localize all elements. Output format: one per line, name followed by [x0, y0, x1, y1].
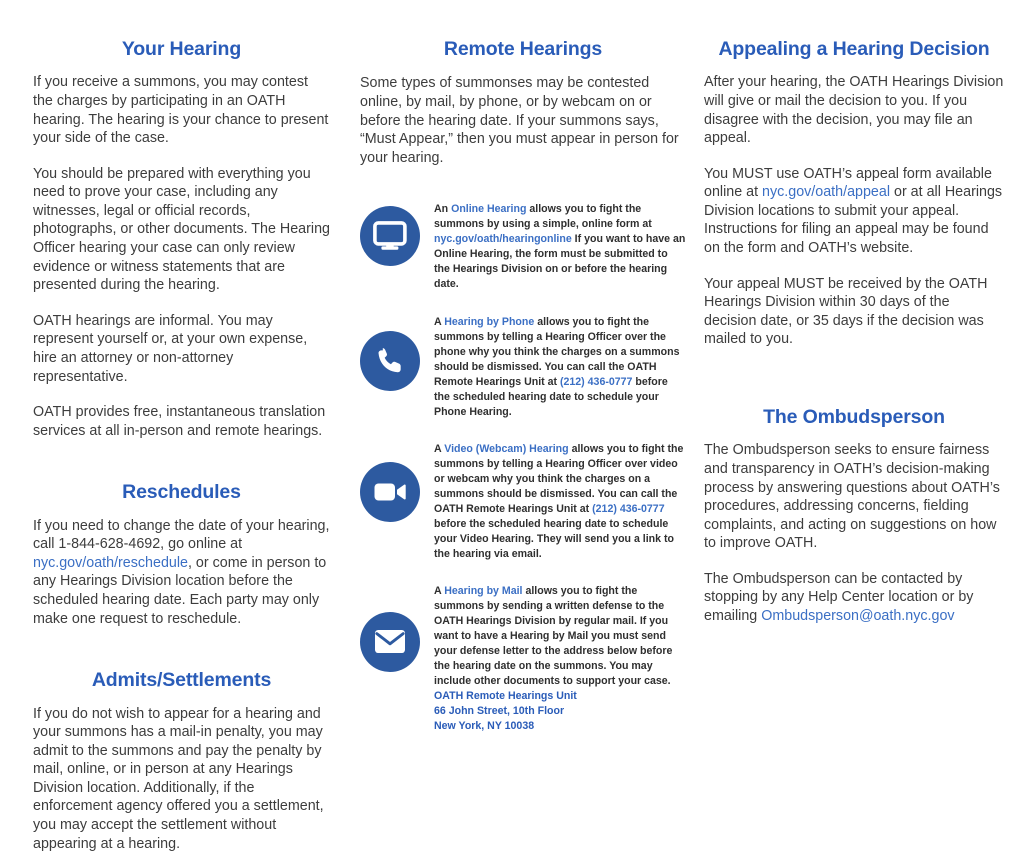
envelope-icon: [360, 612, 420, 672]
appealing-paragraph-3: Your appeal MUST be received by the OATH Hearings Division within 30 days of the decision date, or 35 days if the decision was mailed to you.: [704, 275, 988, 348]
column-middle: [352, 38, 704, 734]
online-lead-prefix: An: [434, 203, 452, 216]
ombudsperson-paragraph-1: The Ombudsperson seeks to ensure fairness and transparency in OATH’s decision-making process by answering questions about OATH’s procedures, addressing concerns, fielding complaints, and acting on suggestions on how to improve OATH.: [704, 442, 1000, 552]
monitor-icon: [360, 206, 420, 266]
mail-address-line-1: OATH Remote Hearings Unit: [434, 690, 577, 703]
option-hearing-by-mail-text: [434, 582, 686, 734]
option-video-webcam-hearing: [360, 440, 686, 562]
your-hearing-paragraph-4: OATH provides free, instantaneous translation services at all in-person and remote hearings.: [33, 404, 326, 439]
reschedules-heading: Reschedules: [122, 481, 241, 504]
phone-text-part1: allows you to fight the summons by telling a Hearing Officer over the phone why you think the charges on a summons should be dismissed. You can call the OATH Remote Hearings Unit at: [434, 315, 680, 388]
mail-lead-highlight: Hearing by Mail: [444, 584, 523, 597]
appealing-paragraph-1: After your hearing, the OATH Hearings Division will give or mail the decision to you. If you disagree with the decision, you may file an appeal.: [704, 74, 1004, 147]
section-spacer: [704, 366, 1004, 406]
reschedules-text-before-link: If you need to change the date of your hearing, call 1-844-628-4692, go online at: [33, 517, 330, 553]
phone-text-part2: before the scheduled hearing date to schedule your Phone Hearing.: [434, 375, 668, 418]
mail-address-line-3: New York, NY 10038: [434, 720, 535, 733]
online-text-part1: allows you to fight the summons by using a simple, online form at: [434, 203, 652, 231]
column-left: [0, 38, 352, 853]
mail-address-line-2: 66 John Street, 10th Floor: [434, 705, 565, 718]
phone-hearing-phone-number[interactable]: (212) 436-0777: [559, 375, 633, 388]
online-text-part2: If you want to have an Online Hearing, the form must be submitted to the Hearings Division on or before the hearing date.: [434, 233, 686, 291]
your-hearing-paragraph-2: You should be prepared with everything you need to prove your case, including any witnesses, legal or official records, photographs, or other documents. The Hearing Officer hearing your case can only review evidence or witness statements that are presented during the hearing.: [33, 165, 330, 294]
appeal-form-link[interactable]: nyc.gov/oath/appeal: [762, 184, 891, 201]
reschedules-text-after-link: , or come in person to any Hearings Division location before the scheduled hearing date. Each party may only make one request to reschedule.: [33, 554, 327, 627]
remote-hearings-intro: Some types of summonses may be contested online, by mail, by phone, or by webcam on or before the hearing date. If your summons says, “Must Appear,” then you must appear in person for your hearing.: [360, 75, 679, 166]
appealing-text-after-link: or at all Hearings Division locations to submit your appeal. Instructions for filing an appeal may be found on the form and OATH’s website.: [704, 184, 1003, 257]
mail-text-part1: allows you to fight the summons by sending a written defense to the OATH Hearings Division by regular mail. If you want to have a Hearing by Mail you must send your defense letter to the address below before the hearing date on the summons. You may include other documents to support your case.: [434, 584, 673, 688]
phone-lead-highlight: Hearing by Phone: [444, 315, 535, 328]
option-online-hearing: [360, 200, 686, 292]
admits-settlements-heading: Admits/Settlements: [91, 669, 272, 692]
online-hearing-link[interactable]: nyc.gov/oath/hearingonline: [434, 233, 572, 246]
phone-icon: [360, 331, 420, 391]
ombudsperson-text-before-link: The Ombudsperson can be contacted by stopping by any Help Center location or by emailing: [704, 570, 974, 624]
your-hearing-paragraph-1: If you receive a summons, you may contest the charges by participating in an OATH hearing. The hearing is your chance to present your side of the case.: [33, 74, 329, 147]
video-text-part2: before the scheduled hearing date to schedule your Video Hearing. They will send you a link to the hearing via email.: [434, 517, 674, 560]
section-spacer: [33, 457, 330, 481]
option-online-hearing-text: [434, 200, 686, 292]
video-camera-icon: [360, 462, 420, 522]
mail-lead-prefix: A: [434, 584, 445, 597]
remote-hearings-heading: Remote Hearings: [443, 38, 603, 60]
video-text-part1: allows you to fight the summons by telling a Hearing Officer over video or webcam why you think the charges on a summons should be dismissed. You can call the OATH Remote Hearings Unit at: [434, 442, 684, 515]
admits-settlements-paragraph: If you do not wish to appear for a hearing and your summons has a mail-in penalty, you may admit to the summons and pay the penalty by mail, online, or in person at any Hearings Division location. Additionally, if the enforcement agency offered you a settlement, you may accept the settlement without appearing at a hearing.: [33, 705, 324, 852]
reschedule-link[interactable]: nyc.gov/oath/reschedule: [33, 554, 188, 571]
ombudsperson-email-link[interactable]: Ombudsperson@oath.nyc.gov: [761, 607, 955, 624]
section-spacer: [33, 645, 330, 669]
online-lead-highlight: Online Hearing: [451, 203, 527, 216]
your-hearing-heading: Your Hearing: [121, 38, 242, 60]
option-hearing-by-phone-text: [434, 313, 686, 420]
option-hearing-by-mail: [360, 582, 686, 734]
ombudsperson-paragraph-2: [704, 570, 1004, 626]
appealing-heading: Appealing a Hearing Decision: [718, 38, 990, 60]
column-right: [704, 38, 1024, 626]
remote-hearing-options-list: [360, 200, 686, 734]
video-lead-highlight: Video (Webcam) Hearing: [444, 442, 569, 455]
reschedules-paragraph: [33, 517, 330, 628]
option-hearing-by-phone: [360, 313, 686, 420]
appealing-paragraph-2: [704, 165, 1004, 258]
your-hearing-paragraph-3: OATH hearings are informal. You may represent yourself or, at your own expense, hire an attorney or non-attorney representative.: [33, 312, 308, 385]
appealing-text-before-link: You MUST use OATH’s appeal form available online at: [704, 165, 992, 201]
video-hearing-phone-number[interactable]: (212) 436-0777: [592, 502, 665, 515]
option-video-webcam-hearing-text: [434, 440, 686, 562]
ombudsperson-heading: The Ombudsperson: [763, 405, 945, 428]
phone-lead-prefix: A: [434, 315, 445, 328]
video-lead-prefix: A: [434, 442, 445, 455]
